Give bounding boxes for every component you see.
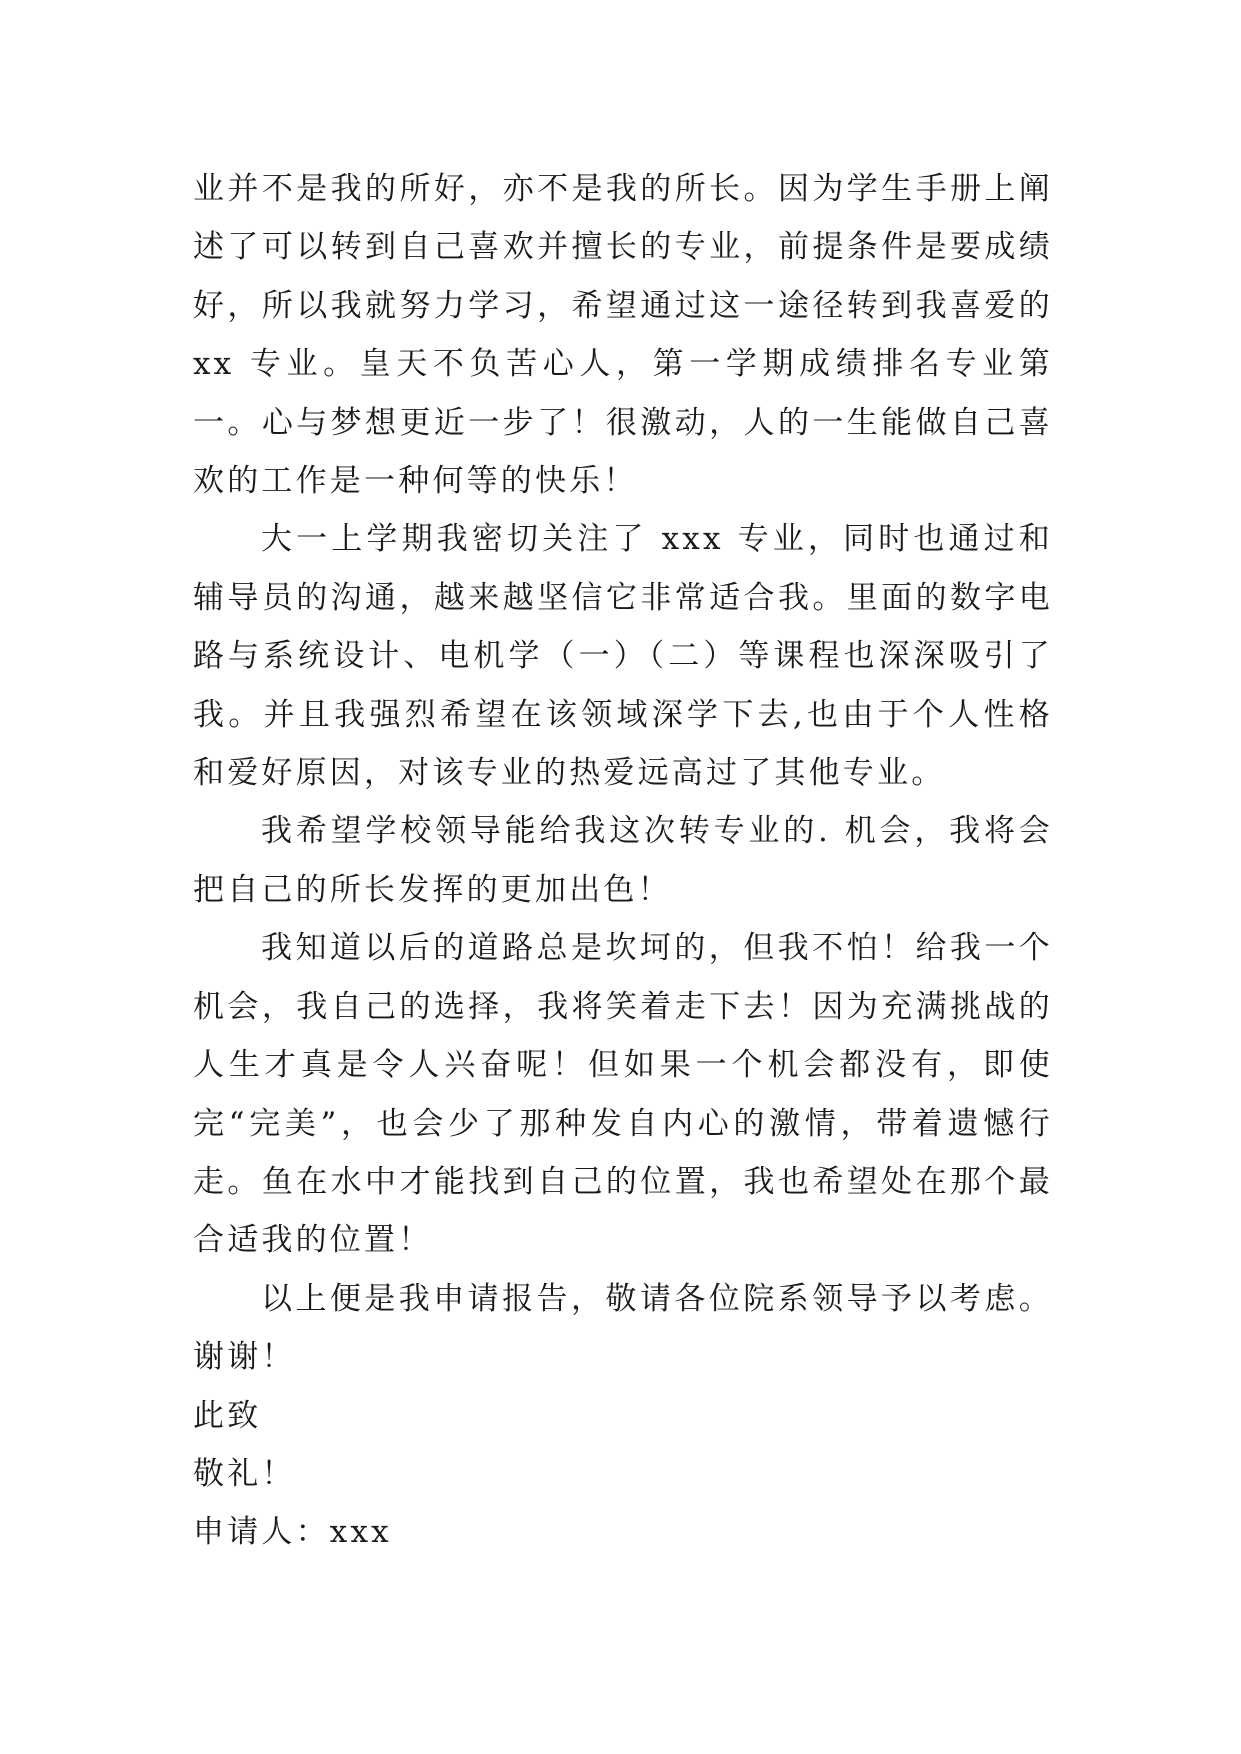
paragraph-4: 我知道以后的道路总是坎坷的，但我不怕！给我一个机会，我自己的选择，我将笑着走下去！因为充满挑战的人生才真是令人兴奋呢！但如果一个机会都没有，即使完“完美”，也会少了那种发自内心的激情，带着遗憾行走。鱼在水中才能找到自己的位置，我也希望处在那个最合适我的位置！ [193, 930, 1053, 1259]
letter-body [193, 160, 1053, 1562]
paragraph-5: 以上便是我申请报告，敬请各位院系领导予以考虑。谢谢！ [193, 1280, 1053, 1376]
paragraph-1: 业并不是我的所好，亦不是我的所长。因为学生手册上阐述了可以转到自己喜欢并擅长的专业，前提条件是要成绩好，所以我就努力学习，希望通过这一途径转到我喜爱的 xx 专业。皇天不负苦心人，第一学期成绩排名专业第一。心与梦想更近一步了！很激动，人的一生能做自己喜欢的工作是一种何等的快乐！ [193, 171, 1053, 500]
paragraph-2: 大一上学期我密切关注了 xxx 专业，同时也通过和辅导员的沟通，越来越坚信它非常适合我。里面的数字电路与系统设计、电机学（一）（二）等课程也深深吸引了我。并且我强烈希望在该领域深学下去,也由于个人性格和爱好原因，对该专业的热爱远高过了其他专业。 [193, 521, 1053, 792]
closing-salutation: 此致 [193, 1397, 262, 1434]
paragraph-3: 我希望学校领导能给我这次转专业的. 机会，我将会把自己的所长发挥的更加出色！ [193, 813, 1053, 908]
applicant-signature: 申请人：xxx [193, 1514, 392, 1551]
closing-respect: 敬礼！ [193, 1455, 296, 1492]
